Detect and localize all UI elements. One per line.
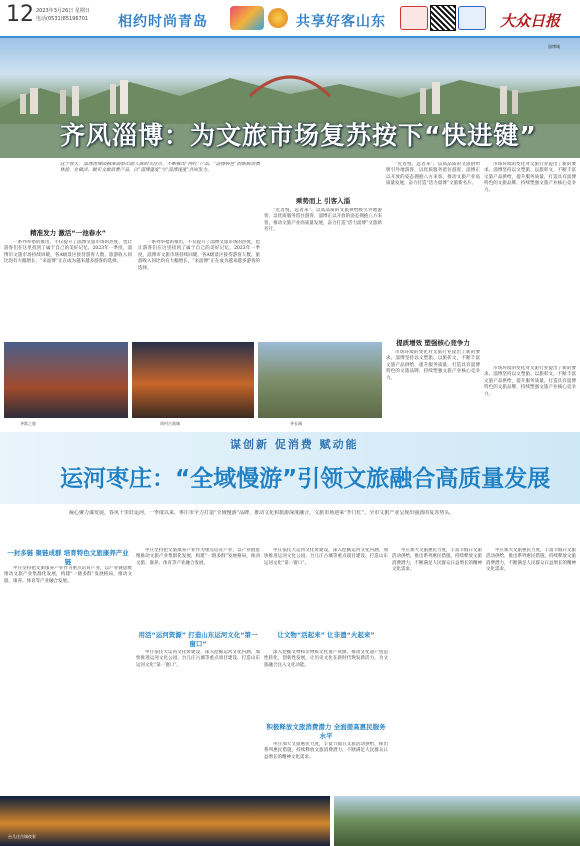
paragraph: “近者悦，远者来”。以高品质的文旅供给吸引外地游客，以优质服务留住游客，淄博正以开放的姿态拥抱八方来客，推动文旅产业高质量发展，奋力打造“活力淄博”文旅新名片。: [386, 162, 480, 187]
photo-caption: 淄博城: [548, 44, 560, 49]
xionger-mountain-photo: [334, 796, 580, 846]
photo-caption: 周村古商城: [160, 421, 180, 426]
paragraph: 枣庄加大文旅惠民力度，丰富节假日文旅活动供给，推出系列惠民措施，持续释放文旅消费潜力，不断满足人民群众日益增长的精神文化需求。: [264, 742, 388, 760]
section-body: [4, 240, 132, 336]
paragraph: “近者悦，远者来”。以高品质的文旅供给吸引外地游客，以优质服务留住游客，淄博正以开放的姿态拥抱八方来客，推动文旅产业高质量发展，奋力打造“活力淄博”文旅新名片。: [264, 208, 382, 233]
paragraph: 市场环境的变化对文旅行业提出了新的要求。淄博坚持以文塑旅、以旅彰文，不断丰富文旅产品供给，提升服务质量，打造具有淄博特色的文旅品牌，持续塑强文旅产业核心竞争力。: [386, 350, 480, 381]
qr-code-icon: [430, 5, 456, 31]
paragraph: 一系列举措的推出，不仅提升了淄博文旅市场的热度，也让游客们在这里找到了属于自己的美好记忆。2023年一季度，淄博市文旅市场持续回暖，各A级景区接待游客人数、旅游收入同比均有大幅增长，“来淄博”正在成为越来越多游客的选择。: [4, 240, 132, 265]
paragraph: 市场环境的变化对文旅行业提出了新的要求。淄博坚持以文塑旅、以旅彰文，不断丰富文旅产品供给，提升服务质量，打造具有淄博特色的文旅品牌，持续塑强文旅产业核心竞争力。: [484, 366, 576, 397]
section-title: 乘势而上 引客入淄: [295, 197, 351, 205]
paragraph: 枣庄依托大运河文化带建设，深入挖掘运河文化内涵，加快推进运河文化公园、台儿庄古城等重点项目建设，打造山东运河文化“第一窗口”。: [264, 548, 388, 566]
masthead: 大众日报: [500, 12, 561, 30]
section-body-continued: [264, 548, 388, 626]
event-logo-icon: [230, 6, 264, 30]
section-body-continued: [136, 548, 260, 626]
section-body-continued: [138, 240, 260, 336]
photo-zhoucun: [132, 342, 254, 418]
feature2-tagline: 谋创新 促消费 赋动能: [230, 438, 359, 451]
taierzhuang-night-photo: [0, 796, 330, 846]
section-body-continued: [392, 548, 482, 794]
section-body-continued: [386, 162, 480, 336]
section-body: [264, 650, 388, 720]
date-line: [36, 7, 90, 23]
client-logo-icon: [458, 6, 486, 30]
section-body: [386, 350, 480, 430]
section-title: 提质增效 塑强核心竞争力: [396, 339, 470, 347]
section-body: [264, 208, 382, 336]
paragraph: 枣庄坚持把文旅康养产业作为重点培育产业，以产业链思维推动文旅产业集群化发展，构建“一链多群”发展格局，推动文旅、康养、体育等产业融合发展。: [4, 566, 132, 584]
section-body-continued: [484, 162, 576, 362]
photo-caption: 齐长城: [290, 421, 302, 426]
issue-date: 2023年3月26日 星期日: [36, 8, 90, 14]
feature1-headline: 齐风淄博：为文旅市场复苏按下“快进键”: [60, 121, 537, 150]
phone-number: 电话(0531)85196701: [36, 16, 89, 22]
paragraph: 枣庄坚持把文旅康养产业作为重点培育产业，以产业链思维推动文旅产业集群化发展，构建“一链多群”发展格局，推动文旅、康养、体育等产业融合发展。: [136, 548, 260, 566]
paragraph: 枣庄依托大运河文化带建设，深入挖掘运河文化内涵，加快推进运河文化公园、台儿庄古城等重点项目建设，打造山东运河文化“第一窗口”。: [136, 650, 260, 668]
section-title: 让文物“活起来” 让非遗“火起来”: [277, 631, 375, 639]
section-title: 用活“运河资源” 打造山东运河文化“第一窗口”: [138, 631, 258, 648]
section-title: 积极释放文旅消费潜力 全面提高惠民服务水平: [266, 723, 386, 740]
paragraph: 凝心聚力谋发展，春风十里好运河。一季度以来，枣庄市全力打造“全域慢游”品牌，推动文化和旅游深度融合，文旅市场迎来“开门红”，全市文旅产业呈现出强劲的复苏势头。: [69, 510, 455, 516]
section-title: 精准发力 激活“一池春水”: [30, 229, 106, 237]
slogan-right: 共享好客山东: [296, 14, 386, 30]
section-title: 一封多链 聚链成群 培育特色文旅康养产业链: [7, 549, 129, 566]
feature2-lead: [60, 510, 520, 544]
section-body: [136, 650, 260, 794]
paragraph: 深入挖掘文物和非物质文化遗产资源，推动文化遗产创造性转化、创新性发展，让历史文化在新时代焕发新活力，为文旅融合注入文化动能。: [264, 650, 388, 668]
slogan-left: 相约时尚青岛: [118, 14, 208, 30]
photo-caption: 齐都之旅: [20, 421, 36, 426]
page-number: 12: [6, 2, 34, 27]
photo-caption: 台儿庄古城夜景: [8, 834, 36, 839]
photo-qichangcheng: [258, 342, 382, 418]
feature1-lead: 这个春天，淄博世博园精准洞察出游人群的关注点，不断推出“网红”产品、“淄博特色”的新鲜消费体验，在做活、做实文旅消费产品，以“淄博温度”与“淄博速度”共同发力。: [60, 162, 260, 174]
mascot-icon: [268, 8, 288, 28]
section-body-continued: [484, 366, 576, 430]
paragraph: 一系列举措的推出，不仅提升了淄博文旅市场的热度，也让游客们在这里找到了属于自己的美好记忆。2023年一季度，淄博市文旅市场持续回暖，各A级景区接待游客人数、旅游收入同比均有大幅增长，“来淄博”正在成为越来越多游客的选择。: [138, 240, 260, 271]
paragraph: 枣庄加大文旅惠民力度，丰富节假日文旅活动供给，推出系列惠民措施，持续释放文旅消费潜力，不断满足人民群众日益增长的精神文化需求。: [392, 548, 482, 573]
app-logo-icon: [400, 6, 428, 30]
section-body: [4, 566, 132, 794]
section-body-continued: [486, 548, 576, 794]
photo-qidu: [4, 342, 128, 418]
paragraph: 市场环境的变化对文旅行业提出了新的要求。淄博坚持以文塑旅、以旅彰文，不断丰富文旅产品供给，提升服务质量，打造具有淄博特色的文旅品牌，持续塑强文旅产业核心竞争力。: [484, 162, 576, 193]
feature2-headline: 运河枣庄：“全域慢游”引领文旅融合高质量发展: [60, 466, 551, 492]
section-body: [264, 742, 388, 794]
paragraph: 枣庄加大文旅惠民力度，丰富节假日文旅活动供给，推出系列惠民措施，持续释放文旅消费潜力，不断满足人民群众日益增长的精神文化需求。: [486, 548, 576, 573]
